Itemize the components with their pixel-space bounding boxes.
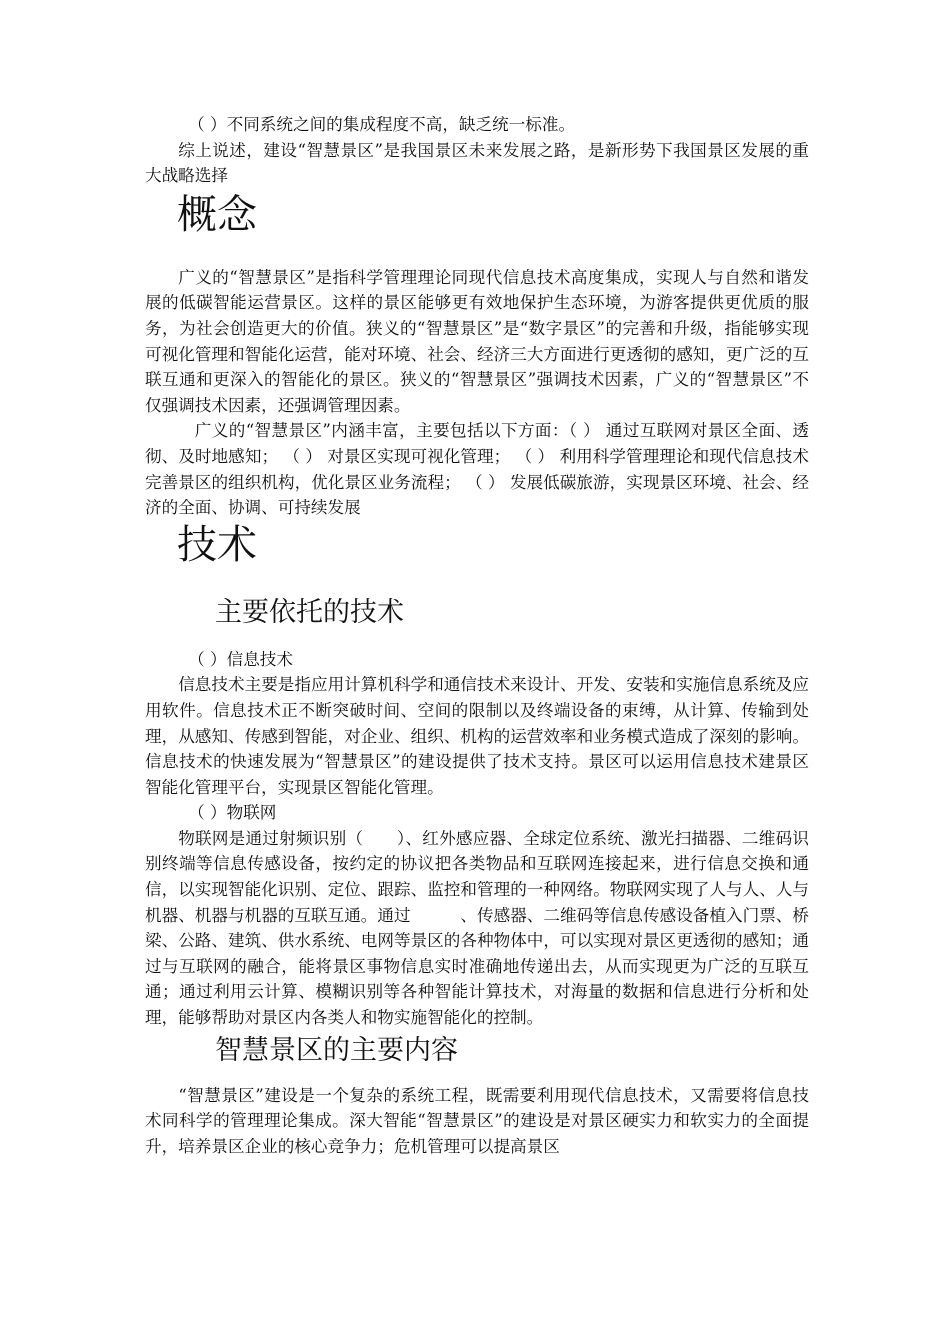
body-paragraph: 广义的“智慧景区”是指科学管理理论同现代信息技术高度集成，实现人与自然和谐发展的低碳智能运营景区。这样的景区能够更有效地保护生态环境，为游客提供更优质的服务，为社会创造更大的价值。狭义的“智慧景区”是“数字景区”的完善和升级，指能够实现可视化管理和智能化运营，能对环境、社会、经济三大方面进行更透彻的感知，更广泛的互联互通和更深入的智能化的景区。狭义的“智慧景区”强调技术因素，广义的“智慧景区”不仅强调技术因素，还强调管理因素。 (145, 267, 809, 415)
list-item-title: （ ）信息技术 (188, 649, 293, 669)
body-paragraph: “智慧景区”建设是一个复杂的系统工程，既需要利用现代信息技术，又需要将信息技术同科学的管理理论集成。深大智能“智慧景区”的建设是对景区硬实力和软实力的全面提升，培养景区企业的核心竞争力；危机管理可以提高景区 (145, 1085, 809, 1156)
body-paragraph: 物联网是通过射频识别（ ）、红外感应器、全球定位系统、激光扫描器、二维码识别终端等信息传感设备，按约定的协议把各类物品和互联网连接起来，进行信息交换和通信，以实现智能化识别、定位、跟踪、监控和管理的一种网络。物联网实现了人与人、人与机器、机器与机器的互联互通。通过 、传感器、二维码等信息传感设备植入门票、桥梁、公路、建筑、供水系统、电网等景区的各种物体中，可以实现对景区更透彻的感知；通过与互联网的融合，能将景区事物信息实时准确地传递出去，从而实现更为广泛的互联互通；通过利用云计算、模糊识别等各种智能计算技术，对海量的数据和信息进行分析和处理，能够帮助对景区内各类人和物实施智能化的控制。 (145, 828, 809, 1028)
section-heading-concept: 概念 (177, 191, 257, 238)
list-item-title: （ ）物联网 (188, 803, 277, 823)
body-paragraph: 广义的“智慧景区”内涵丰富，主要包括以下方面：（ ） 通过互联网对景区全面、透彻、及时地感知； （ ） 对景区实现可视化管理； （ ） 利用科学管理理论和现代信息技术完善景区的组织机构，优化景区业务流程； （ ） 发展低碳旅游，实现景区环境、社会、经济的全面、协调、可持续发展 (145, 421, 809, 518)
body-paragraph: 信息技术主要是指应用计算机科学和通信技术来设计、开发、安装和实施信息系统及应用软件。信息技术正不断突破时间、空间的限制以及终端设备的束缚，从计算、传输到处理，从感知、传感到智能，对企业、组织、机构的运营效率和业务模式造成了深刻的影响。信息技术的快速发展为“智慧景区”的建设提供了技术支持。景区可以运用信息技术建景区智能化管理平台，实现景区智能化管理。 (145, 675, 809, 797)
subsection-heading-main-content: 智慧景区的主要内容 (215, 1034, 458, 1066)
list-item: （ ）不同系统之间的集成程度不高，缺乏统一标准。 (188, 115, 576, 134)
document-page (145, 112, 809, 1159)
section-heading-technology: 技术 (177, 521, 257, 568)
summary-paragraph: 综上说述，建设“智慧景区”是我国景区未来发展之路，是新形势下我国景区发展的重大战略选择 (145, 140, 809, 186)
subsection-heading-main-technologies: 主要依托的技术 (215, 596, 404, 628)
